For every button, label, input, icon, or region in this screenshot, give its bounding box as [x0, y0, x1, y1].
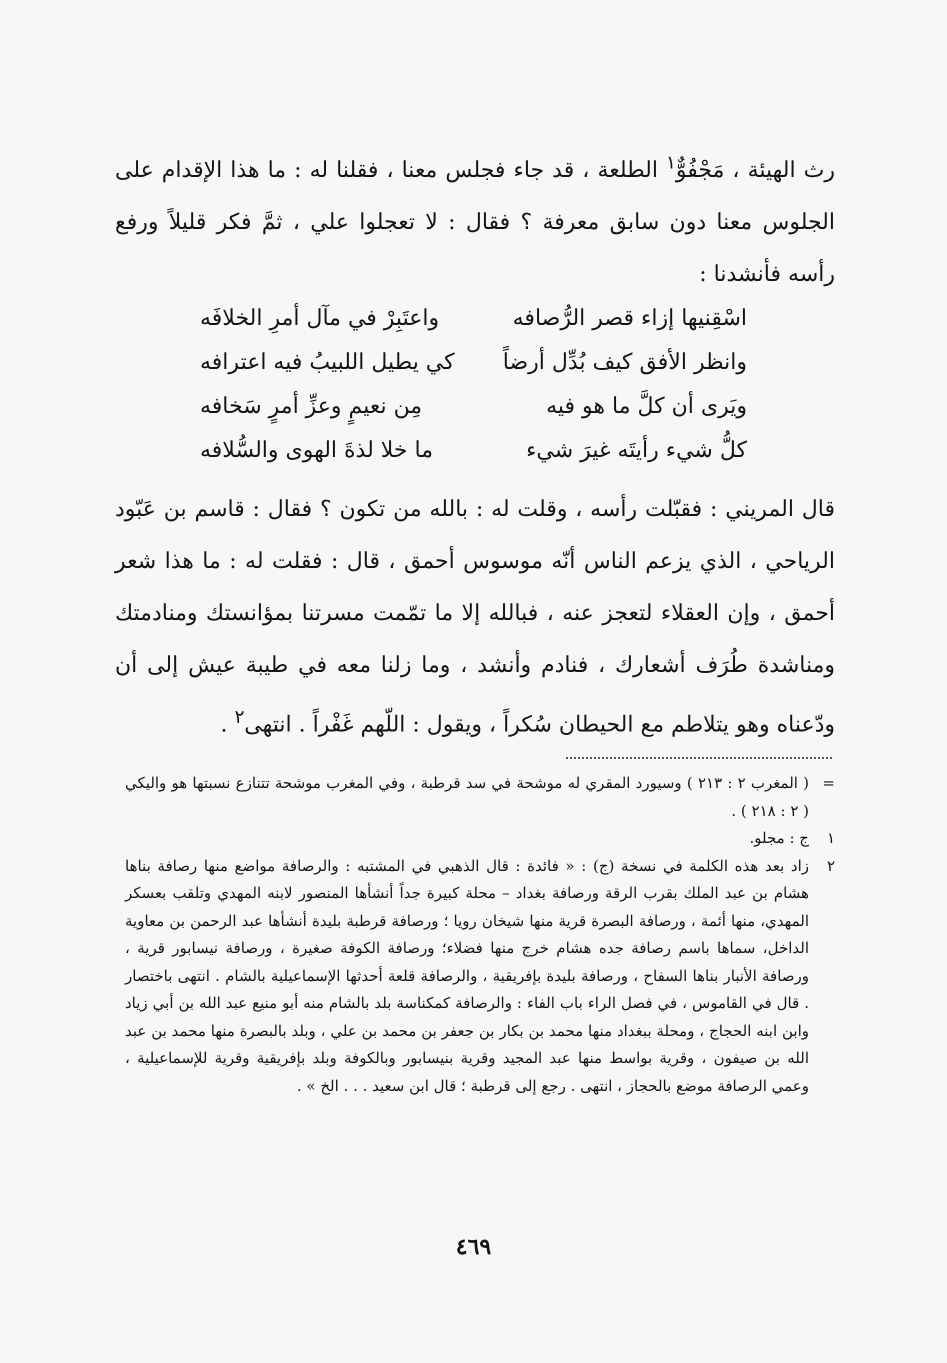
page-number: ٤٦٩ [455, 1234, 492, 1260]
narration-end: . [220, 712, 235, 738]
footnotes [125, 770, 835, 1100]
verse-1-first-hemistich: اسْقِنيها إزاء قصر الرُّصافه [512, 305, 747, 331]
footnote-ref-2: ٢ [234, 707, 245, 728]
footnote-marker: = [822, 774, 835, 792]
footnote-text: ( المغرب ٢ : ٢١٣ ) وسيورد المقري له موشحة في سد قرطبة ، وفي المغرب موشحة تتنازع نسبتها هو واليكي ( ٢ : ٢١٨ ) . [125, 774, 809, 820]
verse-1-second-hemistich: واعتَبِرْ في مآل أمرِ الخلافَه [200, 305, 440, 331]
footnote-text: زاد بعد هذه الكلمة في نسخة (ج) : « فائدة : قال الذهبي في المشتبه : والرصافة مواضع منها رصافة بناها هشام بن عبد الملك بقرب الرقة ورصافة بغداد – محلة كبيرة جداً أنشأها المنصور لابنه المهدي وتلقب بعسكر المهدي، منها أئمة ، ورصافة البصرة قرية منها شيخان رويا ؛ ورصافة قرطبة بليدة أنشأها عبد الرحمن بن معاوية الداخل، سماها باسم رصافة جده هشام خرج منها فضلاء؛ ورصافة الكوفة صغيرة ، ورصافة نيسابور قرية ، ورصافة الأنبار بناها السفاح ، ورصافة بليدة بإفريقية ، والرصافة قلعة أحدثها الإسماعيلية بالشام . انتهى باختصار . قال في القاموس ، في فصل الراء باب الفاء : والرصافة كمكناسة بلد بالشام منه أبو منيع عبد الله بن أبي زياد وابن ابنه الحجاج ، ومحلة ببغداد منها محمد بن بكار بن جعفر بن محمد بن علي ، وبلد بالبصرة منها محمد بن عبد الله بن صيفون ، وقرية بواسط منها عبد المجيد وقرية بنيسابور وبالكوفة وبلد بإفريقية وقرية للإسماعيلية ، وعمي الرصافة موضع بالحجاز ، انتهى . رجع إلى قرطبة ؛ قال ابن سعيد . . . الخ » . [125, 856, 809, 1095]
footnote-2 [125, 853, 835, 1101]
verse-3 [200, 384, 747, 428]
footnote-separator [566, 757, 832, 759]
footnote-text: ج : مجلو. [749, 829, 809, 847]
narration-span: قال المريني : فقبّلت رأسه ، وقلت له : بالله من تكون ؟ فقال : قاسم بن عَبّود الرياحي ، الذي يزعم الناس أنّه موسوس أحمق ، قال : فقلت له : ما هذا شعر أحمق ، وإن العقلاء لتعجز عنه ، فبالله إلا ما تمّمت مسرتنا بمؤانستك ومنادمتك ومناشدة طُرَف أشعارك ، فنادم وأنشد ، وما زلنا معه في طيبة عيش إلى أن ودّعناه وهو يتلاطم مع الحيطان سُكراً ، ويقول : اللّهم غَفْراً . انتهى [115, 497, 835, 738]
footnote-marker: ٢ [826, 856, 835, 875]
narration-text [115, 484, 835, 751]
verse-3-second-hemistich: مِن نعيمٍ وعزِّ أمرٍ سَخافه [200, 393, 423, 419]
verse-3-first-hemistich: ويَرى أن كلَّ ما هو فيه [546, 393, 747, 419]
verse-2 [200, 340, 747, 384]
verse-4 [200, 428, 747, 472]
verse-1 [200, 296, 747, 340]
footnote-marker: ١ [826, 829, 835, 847]
intro-span: رث الهيئة ، مَجْفُوٌّ$^١$ الطلعة ، قد جاء فجلس معنا ، فقلنا له : ما هذا الإقدام على الجلوس معنا دون سابق معرفة ؟ فقال : لا تعجلوا علي ، ثمَّ فكر قليلاً ورفع رأسه فأنشدنا : [115, 153, 835, 288]
footnote-1 [125, 825, 835, 853]
footnote-ref-1: ١ [666, 153, 676, 174]
verse-4-first-hemistich: كلُّ شيء رأيتَه غيرَ شيء [526, 437, 747, 463]
opening-paragraph [115, 138, 835, 301]
verse-2-second-hemistich: كي يطيل اللبيبُ فيه اعترافه [200, 349, 455, 375]
verse-2-first-hemistich: وانظر الأفق كيف بُدِّل أرضاً [502, 349, 747, 375]
narration-paragraph [115, 484, 835, 751]
intro-text [115, 138, 835, 301]
footnote-continuation [125, 770, 835, 825]
verse-4-second-hemistich: ما خلا لذةَ الهوى والسُّلافه [200, 437, 434, 463]
poem-verses [200, 296, 747, 472]
